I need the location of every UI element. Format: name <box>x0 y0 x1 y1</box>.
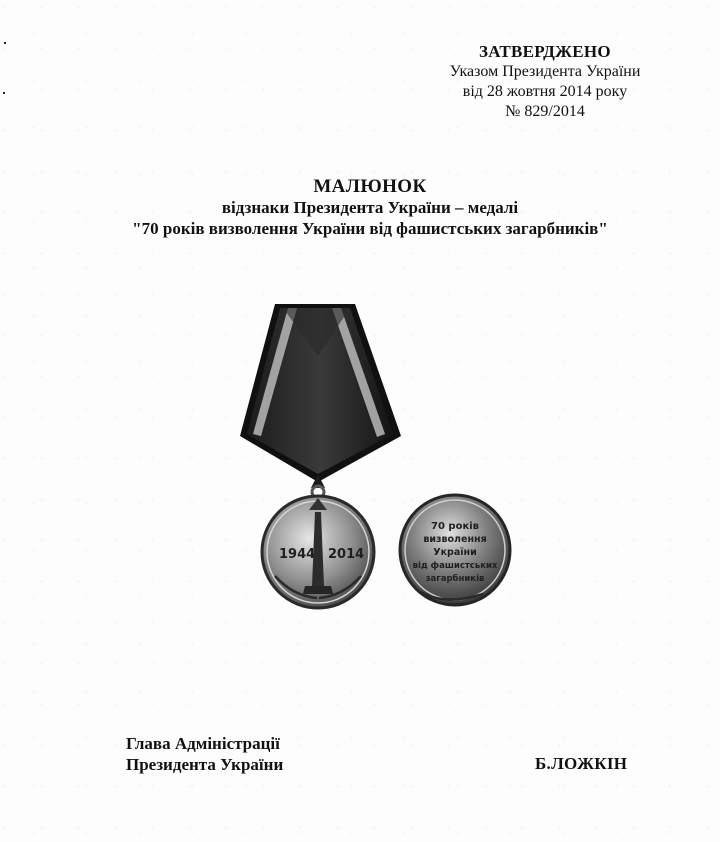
medal-illustration <box>225 296 525 616</box>
approval-stamp <box>420 42 670 122</box>
document-caption <box>60 176 680 239</box>
medal-obverse <box>262 496 374 608</box>
caption-line: "70 років визволення України від фашистських загарбників" <box>132 219 608 238</box>
approval-line: Указом Президента України <box>449 63 641 80</box>
caption-title: МАЛЮНОК <box>313 176 427 197</box>
obverse-year-right: 2014 <box>328 547 365 562</box>
approval-title: ЗАТВЕРДЖЕНО <box>479 42 611 61</box>
scan-speck <box>3 92 5 94</box>
approval-line: від 28 жовтня 2014 року <box>462 83 628 100</box>
approval-line: № 829/2014 <box>505 103 585 120</box>
signature-position-line: Президента України <box>126 755 284 774</box>
scan-speck <box>4 42 6 44</box>
medal-ribbon <box>240 304 401 488</box>
reverse-text-line: загарбників <box>425 574 485 584</box>
caption-line: відзнаки Президента України – медалі <box>221 198 519 217</box>
reverse-text-line: визволення <box>423 534 487 545</box>
signatory-name: Б.ЛОЖКІН <box>535 754 628 773</box>
signature-position-line: Глава Адміністрації <box>126 734 280 753</box>
reverse-text-line: України <box>433 547 477 558</box>
signature-position <box>126 733 283 775</box>
reverse-text-line: 70 років <box>431 521 479 532</box>
reverse-text-line: від фашистських <box>412 561 498 571</box>
obverse-year-left: 1944 <box>279 547 316 562</box>
medal-reverse <box>400 495 510 605</box>
